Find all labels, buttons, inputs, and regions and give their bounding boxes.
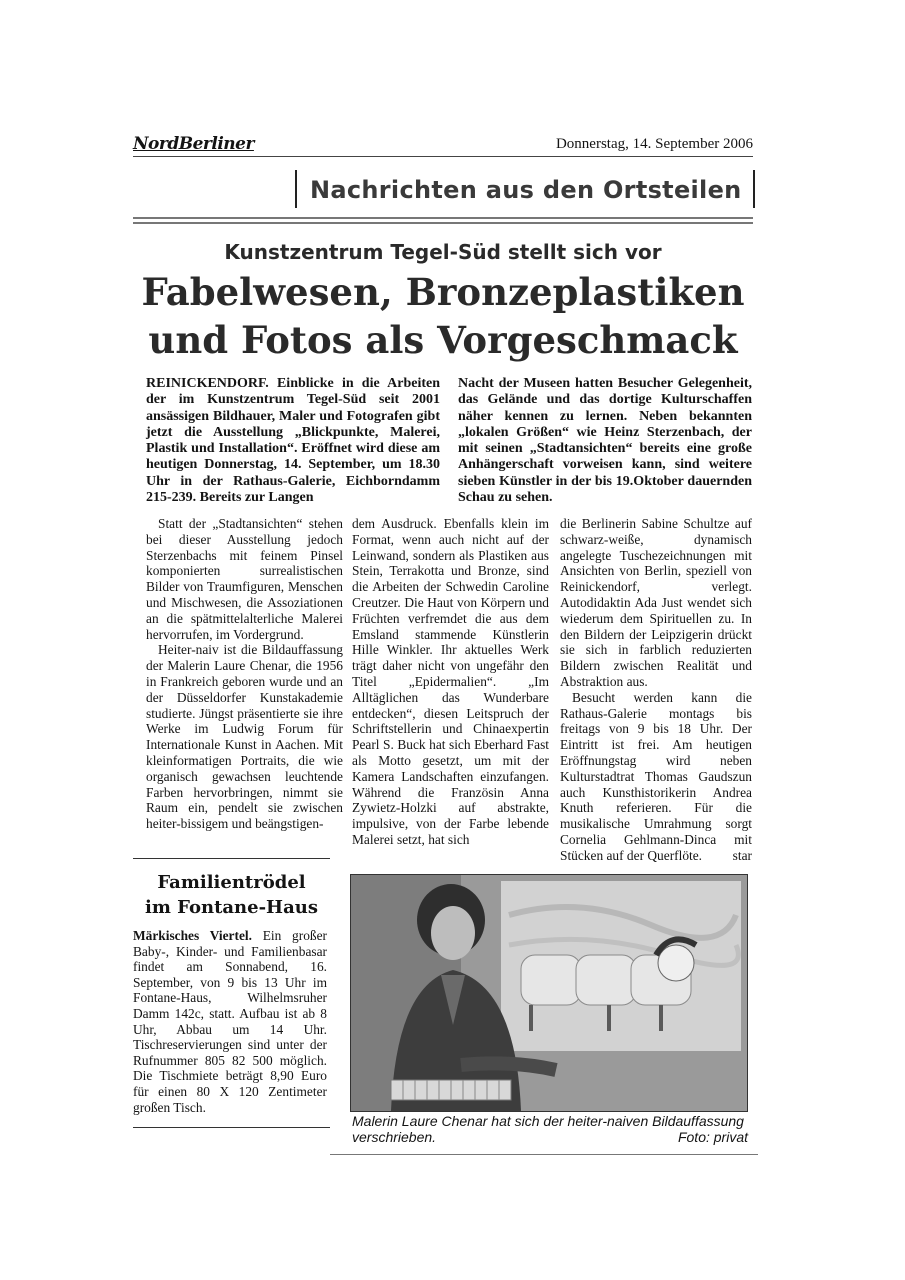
sidebar-text [133, 928, 327, 1115]
caption-rule [330, 1154, 758, 1155]
body-paragraph: Heiter-naiv ist die Bildauffassung der Malerin Laure Chenar, die 1956 in Frankreich geboren wurde und an der Düsseldorfer Kunstakademie studierte. Jüngst präsentierte sie ihre Werke im Ludwig Forum für Internationale Kunst in Aachen. Mit kleinformatigen Portraits, die wie organisch gewachsen leuchtende Farben hervorbringen, nimmt sie Raum ein, pendelt sie zwischen heiter-bissigem und beängstigen- [146, 642, 343, 832]
sidebar-body: Ein großer Baby-, Kinder- und Familienbasar findet am Sonnabend, 16. September, von 9 bis 13 Uhr im Fontane-Haus, Wilhelmsruher Damm 142c, statt. Aufbau ist ab 8 Uhr, Abbau um 14 Uhr. Tischreservierungen sind unter der Rufnummer 805 82 500 möglich. Die Tischmiete beträgt 8,90 Euro für einen 80 X 120 Zentimeter großen Tisch. [133, 928, 328, 1115]
body-paragraph: Statt der „Stadtansichten“ stehen bei dieser Ausstellung jedoch Sterzenbachs mit feinem Pinsel komponierten surrealistischen Bilder von Traumfiguren, Menschen und Mischwesen, die Assoziationen an die spätmittelalterliche Malerei hervorrufen, im Vordergrund. [146, 516, 343, 642]
article-body-column-2 [352, 516, 549, 848]
photo-image [351, 875, 747, 1111]
body-paragraph [560, 690, 752, 864]
article-lead-column-2: Nacht der Museen hatten Besucher Gelegenheit, das Gelände und das dortige Kulturschaffen näher kennen zu lernen. Neben bekannten „lokalen Größen“ wie Heinz Sterzenbach, der mit seinen „Stadtansichten“ bereits eine große Anhängerschaft vorweisen kann, sind weitere sieben Künstler in der bis 19.Oktober dauernden Schau zu sehen. [458, 376, 752, 506]
sidebar-title-line-1: Familientrödel [157, 872, 306, 893]
article-kicker: Kunstzentrum Tegel-Süd stellt sich vor [224, 240, 662, 264]
newspaper-logo: NordBerliner [133, 134, 254, 154]
section-rule-top [133, 217, 753, 219]
masthead-rule [133, 156, 753, 157]
article-body-column-1 [146, 516, 343, 832]
caption-text: Malerin Laure Chenar hat sich der heiter-naiven Bildauffassung verschrieben. [352, 1113, 744, 1145]
issue-date: Donnerstag, 14. September 2006 [555, 136, 753, 152]
section-rule-bottom [133, 222, 753, 224]
sidebar-location: Märkisches Viertel. [133, 928, 252, 943]
article-lead-column-1: REINICKENDORF. Einblicke in die Arbeiten der im Kunstzentrum Tegel-Süd seit 2001 ansässigen Bildhauer, Maler und Fotografen gibt jetzt die Ausstellung „Blickpunkte, Malerei, Plastik und Installation“. Eröffnet wird diese am heutigen Donnerstag, 14. September, um 18.30 Uhr in der Rathaus-Galerie, Eichborndamm 215-239. Bereits zur Langen [146, 376, 440, 506]
headline-line-2: und Fotos als Vorgeschmack [148, 318, 738, 362]
sidebar-title [133, 870, 330, 920]
body-paragraph: die Berlinerin Sabine Schultze auf schwarz-weiße, dynamisch angelegte Tuschezeichnungen mit Ansichten von Berlin, speziell von Reinickendorf, verlegt. Autodidaktin Ada Just wendet sich wiederum dem Spirituellen zu. In den Bildern der Leipzigerin drückt sie sich in farblich reduzierten Bildern zwischen Realität und Abstraktion aus. [560, 516, 752, 689]
article-body-column-3 [560, 516, 752, 864]
body-paragraph-text: Besucht werden kann die Rathaus-Galerie montags bis freitags von 9 bis 18 Uhr. Der Eintritt ist frei. Am heutigen Eröffnungstag wird neben Kulturstadtrat Thomas Gaudszun auch Kunsthistorikerin Andrea Knuth referieren. Für die musikalische Umrahmung sorgt Cornelia Gehlmann-Dinca mit Stücken auf der Querflöte. [560, 689, 752, 863]
photo-credit: Foto: privat [677, 1129, 748, 1145]
article-photo [350, 874, 748, 1112]
article-headline [133, 268, 753, 364]
author-signature: star [732, 847, 752, 863]
sidebar-title-line-2: im Fontane-Haus [145, 897, 318, 918]
sidebar-rule-top [133, 858, 330, 859]
section-title: Nachrichten aus den Ortsteilen [310, 176, 742, 204]
sidebar-rule-bottom [133, 1127, 330, 1128]
headline-line-1: Fabelwesen, Bronzeplastiken [141, 270, 745, 314]
photo-caption [352, 1113, 748, 1145]
body-paragraph: dem Ausdruck. Ebenfalls klein im Format, wenn auch nicht auf der Leinwand, sondern als Plastiken aus Stein, Terrakotta und Bronze, sind die Arbeiten der Schwedin Caroline Creutzer. Die Haut von Körpern und Früchten verfremdet die aus dem Emsland stammende Künstlerin Hille Winkler. Ihr aktuelles Werk trägt daher nicht von ungefähr den Titel „Epidermalien“. „Im Alltäglichen das Wunderbare entdecken“, diesen Leitspruch der Schriftstellerin und Chinaexpertin Pearl S. Buck hat sich Eberhard Fast als Motto gesetzt, um mit der Kamera Landschaften einzufangen. Während die Französin Anna Zywietz-Holzki auf abstrakte, impulsive, von der Farbe lebende Malerei setzt, hat sich [352, 516, 549, 847]
